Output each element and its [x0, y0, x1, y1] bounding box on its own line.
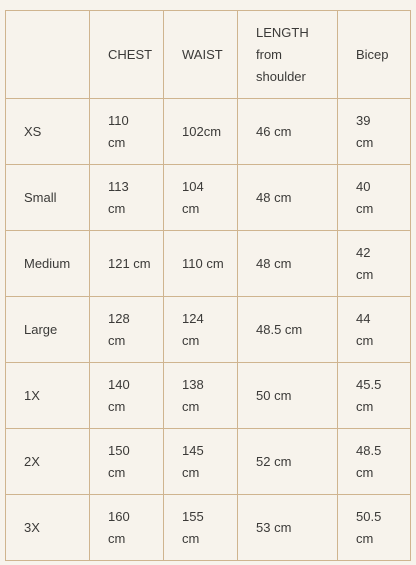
cell-text: 113 cm	[108, 178, 129, 216]
cell-bicep	[338, 165, 411, 231]
cell-bicep	[338, 231, 411, 297]
header-text: WAIST	[182, 46, 223, 62]
cell-bicep	[338, 99, 411, 165]
cell-text: 2X	[24, 453, 40, 469]
header-cell-chest	[90, 11, 164, 99]
cell-text: 110 cm	[182, 255, 224, 271]
size-chart-body	[6, 11, 411, 561]
cell-waist	[164, 429, 238, 495]
cell-text: 50 cm	[256, 387, 292, 403]
cell-chest	[90, 99, 164, 165]
cell-size	[6, 297, 90, 363]
cell-length	[238, 99, 338, 165]
cell-chest	[90, 165, 164, 231]
cell-text: 44 cm	[356, 310, 374, 348]
cell-size	[6, 231, 90, 297]
cell-chest	[90, 363, 164, 429]
cell-size	[6, 363, 90, 429]
cell-text: 52 cm	[256, 453, 292, 469]
cell-text: XS	[24, 123, 42, 139]
cell-text: 46 cm	[256, 123, 292, 139]
cell-waist	[164, 495, 238, 561]
cell-waist	[164, 231, 238, 297]
cell-text: 39 cm	[356, 112, 374, 150]
cell-length	[238, 495, 338, 561]
cell-waist	[164, 99, 238, 165]
cell-text: 3X	[24, 519, 40, 535]
cell-bicep	[338, 297, 411, 363]
cell-size	[6, 165, 90, 231]
table-row	[6, 231, 411, 297]
cell-length	[238, 429, 338, 495]
cell-text: 128 cm	[108, 310, 130, 348]
table-row	[6, 297, 411, 363]
cell-text: 110 cm	[108, 112, 129, 150]
cell-text: 145 cm	[182, 442, 204, 480]
cell-waist	[164, 297, 238, 363]
cell-text: 50.5 cm	[356, 508, 382, 546]
cell-text: Small	[24, 189, 57, 205]
cell-text: Large	[24, 321, 58, 337]
cell-waist	[164, 165, 238, 231]
cell-text: 48 cm	[256, 255, 292, 271]
table-row	[6, 429, 411, 495]
header-text: LENGTH from shoulder	[256, 24, 309, 84]
cell-text: 45.5 cm	[356, 376, 382, 414]
cell-length	[238, 231, 338, 297]
cell-text: 40 cm	[356, 178, 374, 216]
cell-size	[6, 495, 90, 561]
cell-chest	[90, 297, 164, 363]
cell-text: 48.5 cm	[256, 321, 303, 337]
cell-text: 160 cm	[108, 508, 130, 546]
cell-bicep	[338, 495, 411, 561]
table-row	[6, 165, 411, 231]
cell-text: 104 cm	[182, 178, 204, 216]
cell-chest	[90, 429, 164, 495]
header-text: Bicep	[356, 46, 389, 62]
size-chart-table	[5, 10, 411, 561]
cell-text: 48 cm	[256, 189, 292, 205]
cell-chest	[90, 231, 164, 297]
header-cell-waist	[164, 11, 238, 99]
cell-text: 150 cm	[108, 442, 130, 480]
header-row	[6, 11, 411, 99]
cell-bicep	[338, 363, 411, 429]
header-text: CHEST	[108, 46, 153, 62]
cell-size	[6, 99, 90, 165]
cell-text: Medium	[24, 255, 71, 271]
cell-text: 102cm	[182, 123, 222, 139]
cell-text: 138 cm	[182, 376, 204, 414]
cell-text: 121 cm	[108, 255, 151, 271]
cell-length	[238, 363, 338, 429]
cell-text: 124 cm	[182, 310, 204, 348]
cell-text: 140 cm	[108, 376, 130, 414]
cell-length	[238, 165, 338, 231]
header-cell-length	[238, 11, 338, 99]
header-cell-bicep	[338, 11, 411, 99]
table-row	[6, 363, 411, 429]
cell-text: 53 cm	[256, 519, 292, 535]
cell-text: 1X	[24, 387, 40, 403]
cell-length	[238, 297, 338, 363]
cell-bicep	[338, 429, 411, 495]
cell-text: 155 cm	[182, 508, 204, 546]
cell-waist	[164, 363, 238, 429]
cell-size	[6, 429, 90, 495]
header-cell-size	[6, 11, 90, 99]
table-row	[6, 99, 411, 165]
table-row	[6, 495, 411, 561]
cell-text: 42 cm	[356, 244, 374, 282]
cell-text: 48.5 cm	[356, 442, 382, 480]
cell-chest	[90, 495, 164, 561]
